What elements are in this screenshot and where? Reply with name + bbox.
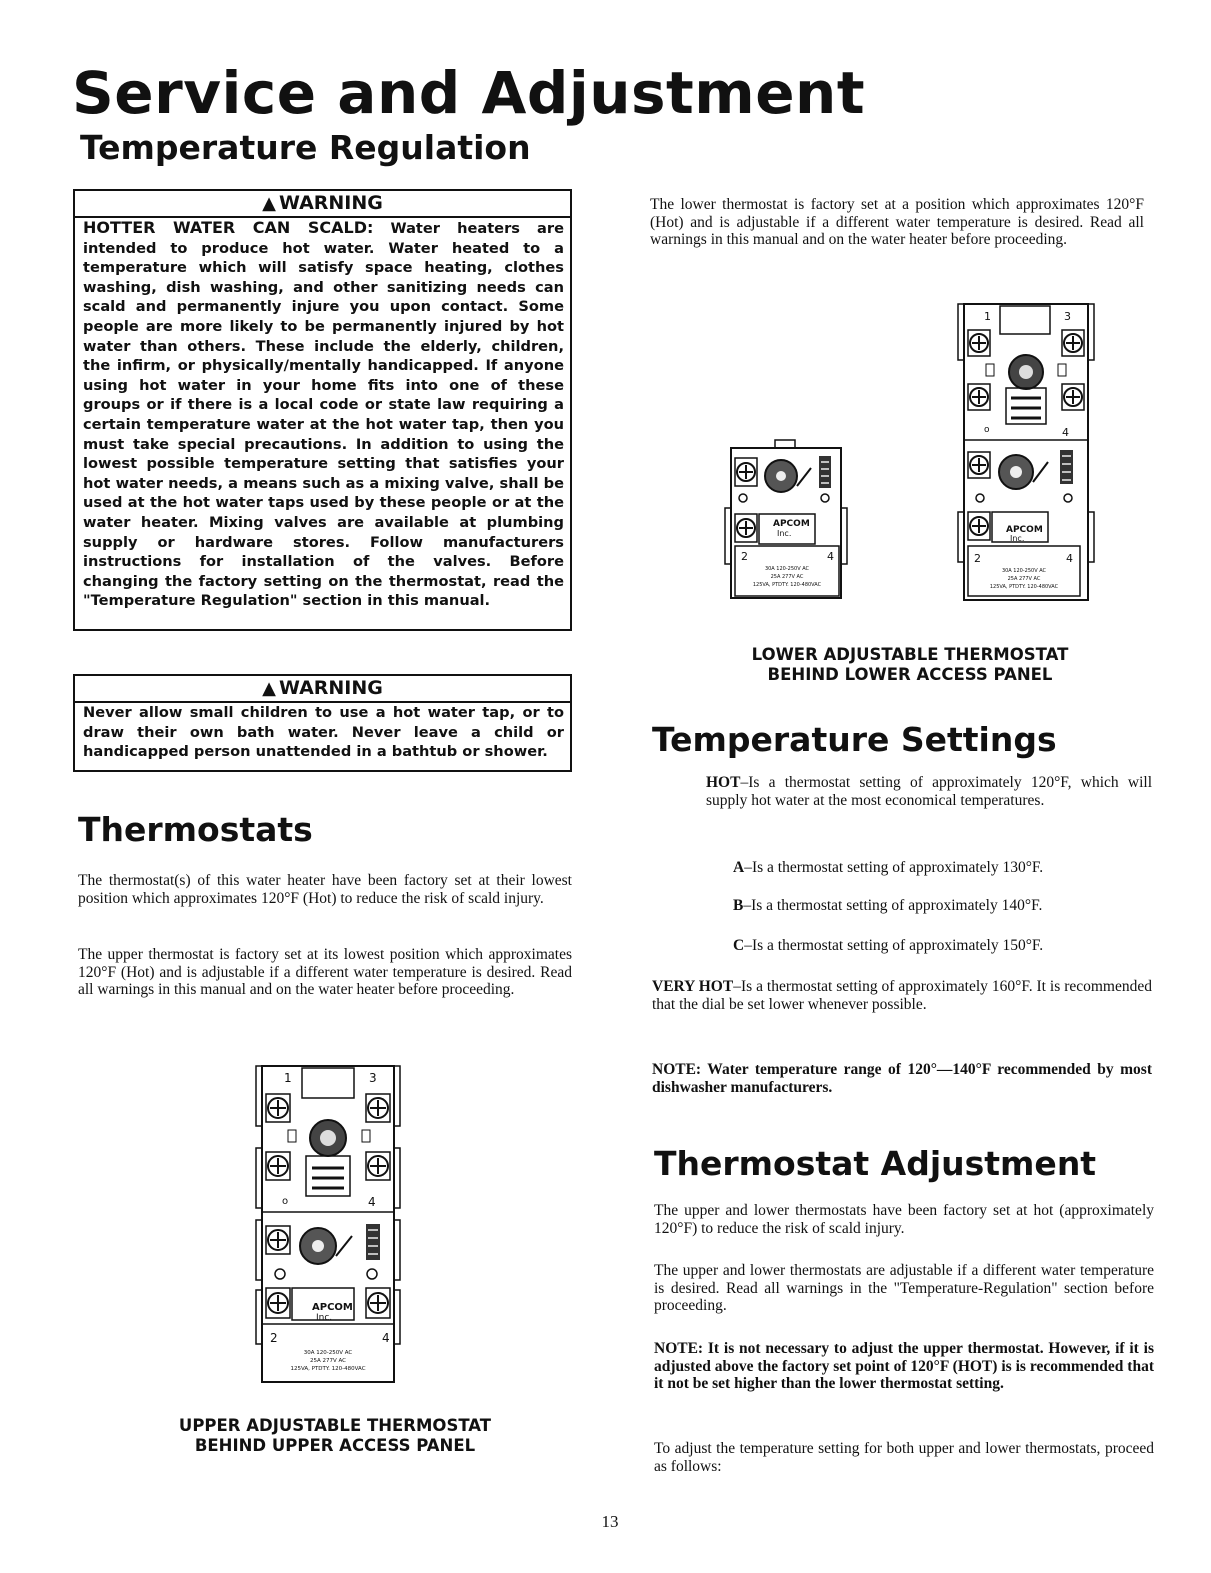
lower-thermostat-caption: [700, 645, 1120, 685]
terminal-4-label: 4: [382, 1331, 390, 1345]
warning-body: Water heaters are intended to produce hot water. Water heated to a temperature which will satisfy space heating, clothes washing, dish washing, and other sanitizing needs can scald and permanently injure you upon contact. Some people are more likely to be permanently injured by hot water than others. These include the elderly, children, the infirm, or physically/mentally handicapped. If anyone using hot water in your home fits into one of these groups or if there is a local code or state law requiring a certain temperature water at the hot water tap, then you must take special precautions. In addition to using the lowest possible temperature setting that satisfies your hot water needs, a means such as a mixing valve, shall be used at the hot water taps used by these people or at the water heater. Mixing valves are available at plumbing supply or hardware stores. Follow manufacturers instructions for installation of the valves. Before changing the factory setting on the thermostat, read the "Temperature Regulation" section in this manual.: [83, 220, 564, 610]
section-title-temperature-regulation: Temperature Regulation: [80, 128, 531, 167]
adjustment-paragraph-3: To adjust the temperature setting for both upper and lower thermostats, proceed as follows:: [654, 1440, 1154, 1475]
rating-line-3: 125VA, PTDTY. 120-480VAC: [989, 584, 1059, 590]
warning-triangle-icon: ▲: [262, 678, 276, 699]
setting-text: –Is a thermostat setting of approximately 150°F.: [744, 937, 1044, 954]
warning-heading: WARNING: [278, 677, 383, 699]
rating-line-2: 25A 277V AC: [770, 574, 804, 580]
setting-text: –Is a thermostat setting of approximately 140°F.: [743, 897, 1043, 914]
adjustment-paragraph-1: The upper and lower thermostats have been factory set at hot (approximately 120°F) to reduce the risk of scald injury.: [654, 1202, 1154, 1237]
section-title-temperature-settings: Temperature Settings: [652, 720, 1057, 759]
setting-text: –Is a thermostat setting of approximately 130°F.: [744, 859, 1044, 876]
scald-warning-box: [73, 189, 572, 631]
setting-c: [733, 937, 1153, 955]
lower-thermostat-diagram-small: [725, 438, 855, 602]
setting-very-hot: [652, 978, 1152, 1014]
warning-header: [75, 191, 570, 218]
setting-term: A: [733, 859, 745, 876]
svg-text:o: o: [282, 1196, 289, 1207]
terminal-2-label: 2: [741, 550, 748, 563]
warning-text: [83, 218, 564, 611]
terminal-4-label: 4: [827, 550, 834, 563]
warning-lead: HOTTER WATER CAN SCALD:: [83, 218, 374, 237]
caption-line-2: BEHIND UPPER ACCESS PANEL: [194, 1436, 476, 1455]
setting-term: HOT: [706, 774, 741, 791]
rating-line-3: 125VA, PTDTY. 120-480VAC: [752, 582, 822, 588]
lower-thermostat-diagram-full: [956, 298, 1096, 604]
svg-text:o: o: [984, 425, 990, 435]
brand-label-2: Inc.: [1010, 534, 1025, 543]
brand-label: APCOM: [773, 519, 810, 529]
section-title-thermostat-adjustment: Thermostat Adjustment: [654, 1144, 1097, 1183]
terminal-3-label: 3: [1064, 310, 1071, 323]
setting-term: B: [733, 897, 744, 914]
svg-text:1: 1: [284, 1071, 292, 1085]
setting-text: –Is a thermostat setting of approximately 160°F. It is recommended that the dial be set lower whenever possible.: [652, 978, 1152, 1013]
terminal-2-label: 2: [974, 552, 981, 565]
dishwasher-note: [652, 1061, 1152, 1096]
svg-text:4: 4: [368, 1195, 376, 1209]
warning-heading: WARNING: [278, 192, 383, 214]
brand-label: APCOM: [312, 1302, 353, 1313]
page-title: Service and Adjustment: [72, 59, 866, 127]
section-title-thermostats: Thermostats: [78, 810, 313, 849]
setting-b: [733, 897, 1153, 915]
rating-line-2: 25A 277V AC: [1007, 576, 1041, 582]
svg-text:4: 4: [1062, 426, 1069, 439]
warning-header: [75, 676, 570, 703]
upper-thermostat-caption: [130, 1416, 540, 1456]
brand-label: APCOM: [1006, 525, 1043, 535]
rating-line-1: 30A 120-250V AC: [764, 566, 810, 572]
rating-line-2: 25A 277V AC: [309, 1358, 347, 1364]
lower-thermostat-paragraph: The lower thermostat is factory set at a position which approximates 120°F (Hot) and is adjustable if a different water temperature is desired. Read all warnings in this manual and on the water heater before proceeding.: [650, 196, 1144, 248]
rating-line-1: 30A 120-250V AC: [1001, 568, 1047, 574]
children-warning-box: [73, 674, 572, 772]
setting-hot: [706, 774, 1152, 810]
svg-text:3: 3: [369, 1071, 377, 1085]
adjustment-note: [654, 1340, 1154, 1393]
setting-a: [733, 859, 1153, 877]
rating-line-1: 30A 120-250V AC: [303, 1350, 353, 1356]
terminal-4-label: 4: [1066, 552, 1073, 565]
setting-text: –Is a thermostat setting of approximately 120°F, which will supply hot water at the most economical temperatures.: [706, 774, 1152, 809]
brand-label-2: Inc.: [777, 529, 792, 538]
setting-term: C: [733, 937, 745, 954]
thermostats-paragraph-2: The upper thermostat is factory set at its lowest position which approximates 120°F (Hot) and is adjustable if a different water temperature is desired. Read all warnings in this manual and on the water heater before proceeding.: [78, 946, 572, 998]
caption-line-2: BEHIND LOWER ACCESS PANEL: [767, 665, 1053, 684]
thermostats-paragraph-1: The thermostat(s) of this water heater have been factory set at their lowest position which approximates 120°F (Hot) to reduce the risk of scald injury.: [78, 872, 572, 907]
setting-term: VERY HOT: [652, 978, 734, 995]
rating-line-3: 125VA, PTDTY. 120-480VAC: [290, 1366, 366, 1372]
terminal-2-label: 2: [270, 1331, 278, 1345]
note-text: NOTE: It is not necessary to adjust the upper thermostat. However, if it is adjusted above the factory set point of 120°F (HOT) is is recommended that it not be set higher than the lower thermostat setting.: [654, 1340, 1154, 1392]
adjustment-paragraph-2: The upper and lower thermostats are adjustable if a different water temperature is desired. Read all warnings in the "Temperature-Regulation" section before proceeding.: [654, 1262, 1154, 1314]
upper-thermostat-diagram: [254, 1060, 404, 1390]
warning-triangle-icon: ▲: [262, 193, 276, 214]
page-number: 13: [601, 1512, 619, 1531]
brand-label-2: Inc.: [316, 1313, 333, 1323]
caption-line-1: LOWER ADJUSTABLE THERMOSTAT: [751, 645, 1069, 664]
note-text: NOTE: Water temperature range of 120°—140°F recommended by most dishwasher manufacturers.: [652, 1061, 1152, 1096]
caption-line-1: UPPER ADJUSTABLE THERMOSTAT: [178, 1416, 492, 1435]
terminal-1-label: 1: [984, 310, 991, 323]
warning-body: Never allow small children to use a hot water tap, or to draw their own bath water. Never leave a child or handicapped person unattended in a bathtub or shower.: [83, 704, 564, 761]
